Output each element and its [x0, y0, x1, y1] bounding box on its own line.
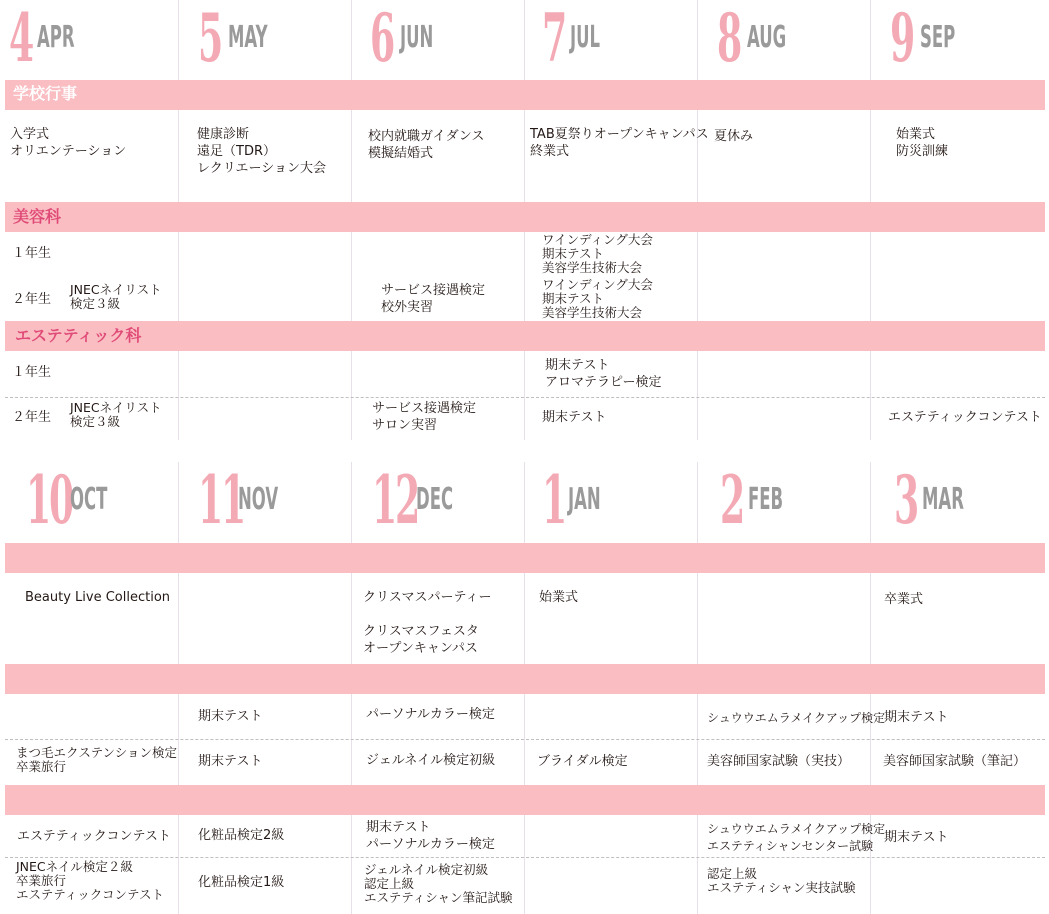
- school-event-jun: 校内就職ガイダンス 模擬結婚式: [368, 129, 485, 161]
- section-band-school-bottom: [5, 543, 1045, 573]
- month-header-mar: [892, 462, 1042, 538]
- month-header-feb: [718, 462, 868, 538]
- beauty-y2-mar: 美容師国家試験（筆記）: [883, 754, 1027, 769]
- month-abbr: NOV: [238, 482, 279, 517]
- school-event-dec: クリスマスパーティー クリスマスフェスタ オープンキャンパス: [363, 590, 492, 656]
- month-abbr: JAN: [568, 482, 601, 517]
- section-band-beauty-bottom: [5, 664, 1045, 694]
- month-number: 2: [720, 461, 744, 539]
- month-header-dec: [370, 462, 520, 538]
- month-number: 6: [370, 0, 394, 77]
- month-number: 7: [542, 0, 566, 77]
- esthe-y2-apr: JNECネイリスト 検定３級: [70, 400, 162, 429]
- beauty-y2-jun: サービス接遇検定 校外実習: [381, 283, 486, 315]
- esthe-y2-oct: JNECネイル検定２級 卒業旅行 エステティックコンテスト: [16, 859, 165, 902]
- year-label: １年生: [12, 246, 52, 261]
- beauty-y2-apr: JNECネイリスト 検定３級: [70, 282, 162, 311]
- month-abbr: FEB: [748, 482, 784, 517]
- school-event-oct: Beauty Live Collection: [25, 590, 171, 605]
- month-number: 5: [198, 0, 222, 77]
- beauty-y2-dec: ジェルネイル検定初級: [366, 753, 496, 768]
- esthe-y1-dec: 期末テスト パーソナルカラー検定: [366, 820, 495, 852]
- month-abbr: APR: [37, 20, 75, 55]
- beauty-y2-oct: まつ毛エクステンション検定 卒業旅行: [16, 745, 177, 774]
- section-band-beauty: [5, 202, 1045, 232]
- school-event-jan: 始業式: [539, 590, 579, 605]
- section-band-school: [5, 80, 1045, 110]
- month-abbr: JUN: [400, 20, 434, 55]
- year-label: ２年生: [12, 292, 52, 307]
- month-header-sep: [888, 0, 1038, 76]
- school-event-aug: 夏休み: [714, 129, 754, 144]
- section-title: 学校行事: [13, 84, 78, 103]
- beauty-y1-nov: 期末テスト: [198, 709, 263, 724]
- beauty-y2-feb: 美容師国家試験（実技）: [707, 754, 851, 769]
- school-event-may: 健康診断 遠足（TDR） レクリエーション大会: [197, 127, 326, 176]
- month-header-nov: [196, 462, 346, 538]
- month-abbr: JUL: [570, 20, 601, 55]
- row-divider: [5, 397, 1045, 398]
- school-event-mar: 卒業式: [884, 592, 924, 607]
- month-number: 12: [372, 461, 419, 539]
- month-number: 9: [890, 0, 914, 77]
- esthe-y2-dec: ジェルネイル検定初級 認定上級 エステティシャン筆記試験: [364, 862, 513, 905]
- month-header-apr: [7, 0, 177, 76]
- section-band-esthetic: [5, 321, 1045, 351]
- esthe-y2-nov: 化粧品検定1級: [198, 875, 285, 890]
- beauty-y2-jan: ブライダル検定: [537, 754, 628, 769]
- month-abbr: DEC: [416, 482, 454, 517]
- month-header-oct: [24, 462, 174, 538]
- row-divider: [5, 857, 1045, 858]
- beauty-y2-jul: ワインディング大会 期末テスト 美容学生技術大会: [542, 277, 653, 320]
- esthe-y2-feb: 認定上級 エステティシャン実技試験: [707, 866, 856, 895]
- beauty-y2-nov: 期末テスト: [198, 754, 263, 769]
- month-number: 3: [894, 461, 918, 539]
- row-divider: [5, 739, 1045, 740]
- year-label: ２年生: [12, 410, 52, 425]
- esthe-y2-sep: エステティックコンテスト: [888, 410, 1042, 425]
- section-title: エステティック科: [15, 326, 142, 345]
- section-band-esthetic-bottom: [5, 785, 1045, 815]
- month-header-may: [196, 0, 346, 76]
- month-number: 4: [9, 0, 33, 77]
- month-number: 1: [542, 461, 566, 539]
- month-abbr: MAY: [228, 20, 268, 55]
- month-header-jul: [540, 0, 690, 76]
- esthe-y2-jul: 期末テスト: [542, 410, 607, 425]
- month-abbr: AUG: [747, 20, 787, 55]
- month-number: 8: [717, 0, 741, 77]
- year-label: １年生: [12, 365, 52, 380]
- month-number: 11: [198, 461, 245, 539]
- esthe-y1-nov: 化粧品検定2級: [198, 828, 285, 843]
- beauty-y1-mar: 期末テスト: [884, 710, 949, 725]
- month-header-jun: [368, 0, 518, 76]
- beauty-y1-dec: パーソナルカラー検定: [366, 707, 495, 722]
- esthe-y1-feb: シュウウエムラメイクアップ検定 エステティシャンセンター試験: [707, 822, 886, 853]
- month-abbr: SEP: [920, 20, 956, 55]
- month-header-jan: [540, 462, 690, 538]
- section-title: 美容科: [13, 207, 62, 226]
- school-event-jul: TAB夏祭りオープンキャンパス 終業式: [530, 127, 709, 159]
- beauty-y1-jul: ワインディング大会 期末テスト 美容学生技術大会: [542, 232, 653, 275]
- school-event-apr: 入学式 オリエンテーション: [10, 127, 127, 159]
- school-event-sep: 始業式 防災訓練: [896, 127, 949, 159]
- esthe-y1-mar: 期末テスト: [884, 830, 949, 845]
- month-header-aug: [715, 0, 865, 76]
- esthe-y1-jul: 期末テスト アロマテラピー検定: [545, 358, 662, 390]
- month-number: 10: [26, 461, 73, 539]
- month-abbr: MAR: [922, 482, 964, 517]
- esthe-y1-oct: エステティックコンテスト: [17, 829, 171, 844]
- beauty-y1-feb: シュウウエムラメイクアップ検定: [707, 711, 886, 725]
- month-abbr: OCT: [70, 482, 108, 517]
- esthe-y2-jun: サービス接遇検定 サロン実習: [372, 401, 477, 433]
